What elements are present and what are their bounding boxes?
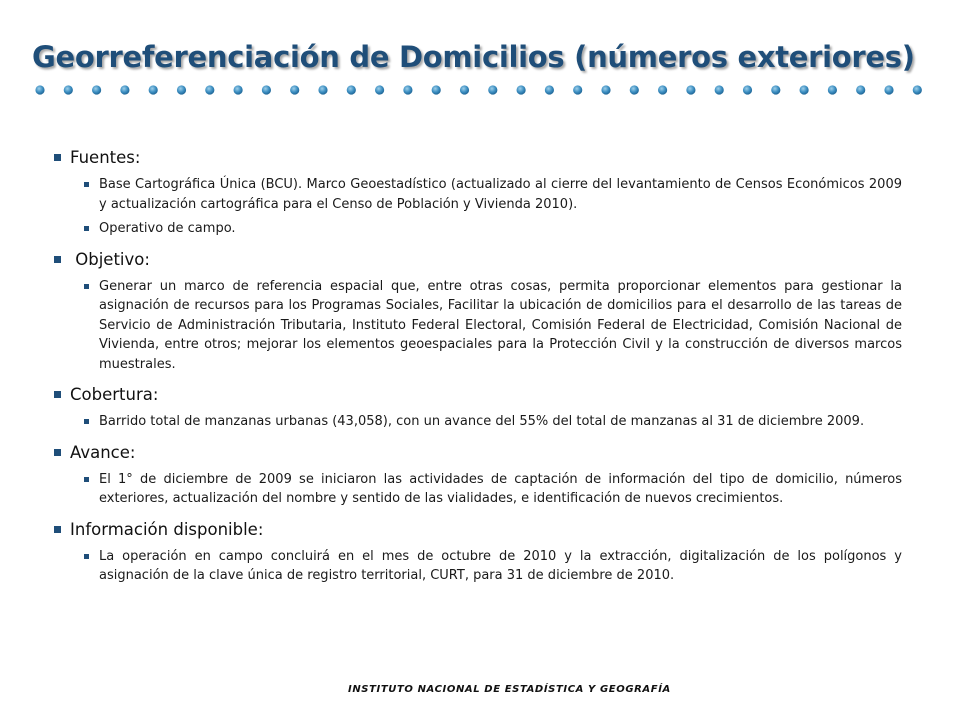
section-heading: [54, 148, 902, 167]
square-bullet-icon: [84, 182, 89, 187]
item-text: Base Cartográfica Única (BCU). Marco Geoestadístico (actualizado al cierre del levantamiento de Censos Económicos 2009 y actualización cartográfica para el Censo de Población y Vivienda 2010).: [99, 177, 902, 212]
section-heading: [54, 443, 902, 462]
section-avance: [54, 443, 902, 509]
divider-dot: [517, 85, 526, 94]
divider-dot: [828, 85, 837, 94]
divider-dot: [771, 85, 780, 94]
divider-dot: [800, 85, 809, 94]
divider-dot: [573, 85, 582, 94]
section-heading: [54, 520, 902, 539]
item-text: El 1° de diciembre de 2009 se iniciaron las actividades de captación de información del tipo de domicilio, números exteriores, actualización del nombre y sentido de las vialidades, e identificación de nuevos crecimientos.: [99, 471, 902, 506]
section-heading: [54, 250, 902, 269]
content-list: [54, 148, 902, 591]
divider-dot: [375, 85, 384, 94]
divider-dot: [35, 85, 44, 94]
heading-text: Avance:: [70, 442, 136, 462]
footer-institution: INSTITUTO NACIONAL DE ESTADÍSTICA Y GEOGRAFÍA: [348, 684, 671, 695]
list-item: [84, 412, 902, 432]
list-item: [84, 547, 902, 586]
divider-dot: [290, 85, 299, 94]
section-fuentes: [54, 148, 902, 239]
divider-dot: [149, 85, 158, 94]
divider-dot: [403, 85, 412, 94]
list-item: [84, 219, 902, 239]
divider-dot: [347, 85, 356, 94]
divider-dot: [658, 85, 667, 94]
square-bullet-icon: [84, 226, 89, 231]
slide-title: Georreferenciación de Domicilios (números exteriores): [32, 40, 915, 74]
section-objetivo: [54, 250, 902, 375]
heading-text: Cobertura:: [70, 385, 159, 404]
divider-dot: [234, 85, 243, 94]
square-bullet-icon: [84, 554, 89, 559]
heading-text: Objetivo:: [70, 249, 150, 269]
divider-dot: [715, 85, 724, 94]
divider-dot: [92, 85, 101, 94]
divider-dot: [601, 85, 610, 94]
divider-dot: [262, 85, 271, 94]
item-text: Generar un marco de referencia espacial que, entre otras cosas, permita proporcionar elementos para gestionar la asignación de recursos para los Programas Sociales, Facilitar la ubicación de domicilios para el desarrollo de las tareas de Servicio de Administración Tributaria, Instituto Federal Electoral, Comisión Federal de Electricidad, Comisión Nacional de Vivienda, entre otros; mejorar los elementos geoespaciales para la Protección Civil y la construcción de diversos marcos muestrales.: [99, 278, 902, 372]
square-bullet-icon: [84, 419, 89, 424]
square-bullet-icon: [54, 391, 61, 398]
list-item: [84, 470, 902, 509]
divider-dot: [488, 85, 497, 94]
item-text: La operación en campo concluirá en el mes de octubre de 2010 y la extracción, digitalización de los polígonos y asignación de la clave única de registro territorial, CURT, para 31 de diciembre de 2010.: [99, 548, 902, 583]
square-bullet-icon: [54, 449, 61, 456]
item-text: Operativo de campo.: [99, 221, 236, 236]
section-cobertura: [54, 385, 902, 432]
square-bullet-icon: [54, 256, 61, 263]
divider-dot: [460, 85, 469, 94]
divider-dot: [686, 85, 695, 94]
divider-dot: [432, 85, 441, 94]
divider-dot: [884, 85, 893, 94]
divider-dot: [545, 85, 554, 94]
divider-dot: [743, 85, 752, 94]
heading-text: Fuentes:: [70, 148, 141, 167]
divider-dot: [120, 85, 129, 94]
divider-dot: [205, 85, 214, 94]
divider-dot: [64, 85, 73, 94]
square-bullet-icon: [54, 154, 61, 161]
square-bullet-icon: [84, 284, 89, 289]
section-heading: [54, 385, 902, 404]
item-text: Barrido total de manzanas urbanas (43,058), con un avance del 55% del total de manzanas al 31 de diciembre 2009.: [99, 414, 865, 429]
list-item: [84, 175, 902, 214]
list-item: [84, 277, 902, 375]
divider-dot: [856, 85, 865, 94]
title-dot-divider: [34, 80, 934, 100]
divider-dot: [177, 85, 186, 94]
heading-text: Información disponible:: [70, 519, 264, 539]
section-informacion-disponible: [54, 520, 902, 586]
divider-dot: [630, 85, 639, 94]
square-bullet-icon: [84, 477, 89, 482]
divider-dot: [318, 85, 327, 94]
square-bullet-icon: [54, 526, 61, 533]
divider-dot: [913, 85, 922, 94]
